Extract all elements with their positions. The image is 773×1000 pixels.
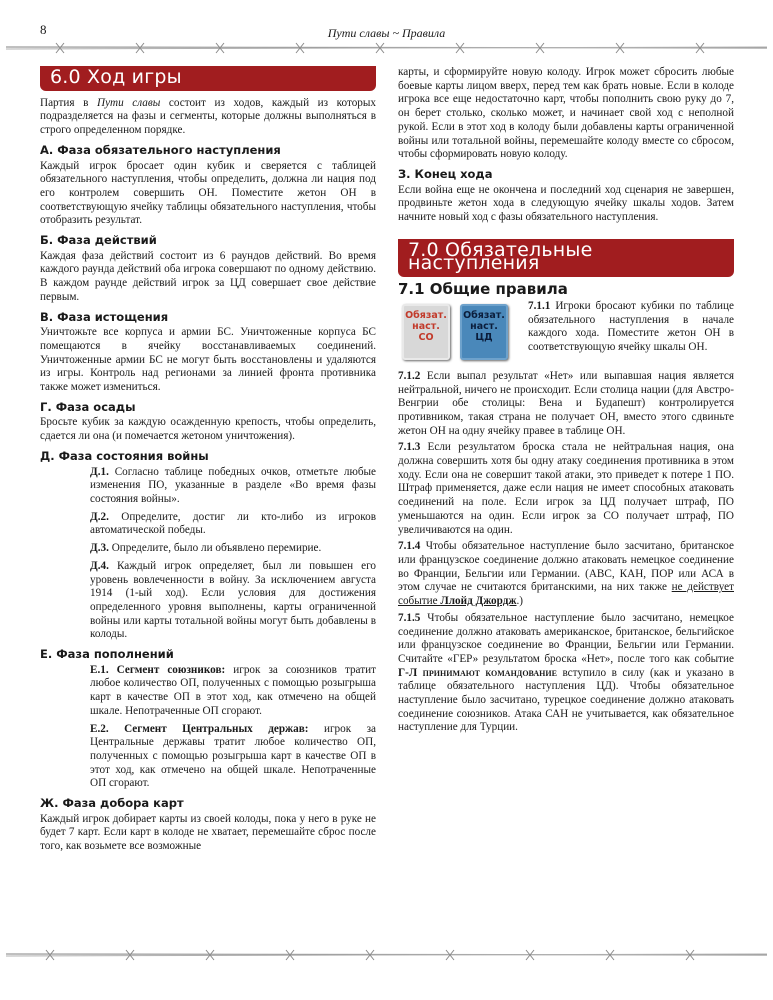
barbed-wire-divider-top <box>6 42 767 54</box>
step-e2: Е.2. Сегмент Центральных держав: игрок за Центральные державы тратит любое количество ОП, полученных с помощью розыгрыша карт в качестве ОП в этот ход, как отмечено на общей шкале. Непотраченные ОП сгорают. <box>90 722 376 790</box>
phase-d-text: Бросьте кубик за каждую осажденную крепость, чтобы определить, сдается ли она (и помечается жетоном уничтожения). <box>40 416 376 443</box>
mandatory-offensive-counters <box>398 300 522 366</box>
right-column <box>398 66 734 738</box>
left-column <box>40 66 376 857</box>
step-e1: Е.1. Сегмент союзников: игрок за союзников тратит любое количество ОП, полученных с помощью розыгрыша карт в качестве ОП в этот ход, как отмечено на общей шкале. Непотраченные ОП сгорают. <box>90 663 376 717</box>
section-7-banner: 7.0 Обязательные наступления <box>398 239 734 277</box>
phase-c-text: Уничтожьте все корпуса и армии БС. Уничтоженные корпуса БС помещаются в ячейку восстанавливаемых соединений. Уничтоженные армии БС не могут быть восстановлены и удаляются из игры. Контроль над регионами за линией фронта противника также может измениться. <box>40 326 376 394</box>
phase-a-text: Каждый игрок бросает один кубик и сверяется с таблицей обязательного наступления, чтобы определить, должна ли нация под его контролем совершить ОН. Поместите жетон ОН в соответствующую ячейку таблицы обязательного наступления, чтобы отобразить результат. <box>40 159 376 227</box>
intro-paragraph: Партия в Пути славы состоит из ходов, каждый из которых подразделяется на фазы и сегменты, которые должны выполняться в строго определенном порядке. <box>40 96 377 137</box>
barbed-wire-divider-bottom <box>6 949 767 961</box>
phase-g-text: Каждый игрок добирает карты из своей колоды, пока у него в руке не будет 7 карт. Если карт в колоде не хватает, перемешайте сброс после того, как возьмете все возможные <box>40 812 376 853</box>
rule-7-1-5: 7.1.5 Чтобы обязательное наступление было засчитано, немецкое соединение должно атаковать американское, британское, бельгийское или французское соединение во Франции, Бельгии или Германии. Считайте «ГЕР» результатом броска «Нет», после того как событие Г-Л принимают командование вступило в силу (как и указано в таблице обязательного наступления ЦД). Чтобы обязательное наступление было засчитано, турецкое соединение должно атаковать соединение союзников. Атака САН не учитывается, как обязательное наступление для Турции. <box>398 611 734 734</box>
phase-e-heading: Д. Фаза состояния войны <box>40 448 209 463</box>
step-d3: Д.3. Определите, было ли объявлено перемирие. <box>90 542 322 555</box>
phase-f-heading: Е. Фаза пополнений <box>40 647 174 662</box>
rule-7-1-3: 7.1.3 Если результатом броска стала не нейтральная нация, она должна совершить хотя бы одну атаку соединения противника в этом ходу. Если она не совершит такой атаки, это приведет к потере 1 ПО. Штраф применяется, даже если нация не имеет способных атаковать соединений на поле. Если игрок за ЦД получает штраф, ПО уменьшаются на один. Если игрок за СО получает штраф, ПО увеличиваются на один. <box>398 441 734 536</box>
section-7-1-heading: 7.1 Общие правила <box>398 280 568 299</box>
phase-c-heading: В. Фаза истощения <box>40 309 169 324</box>
phase-h-text: Если война еще не окончена и последний ход сценария не завершен, продвиньте жетон хода в следующую ячейку шкалы ходов. Затем начните новый ход с фазы обязательного наступления. <box>398 183 734 224</box>
section-6-banner: 6.0 Ход игры <box>40 66 376 91</box>
phase-h-heading: З. Конец хода <box>398 166 493 181</box>
event-name: Г-Л принимают командование <box>398 666 557 679</box>
phase-g-text-continued: карты, и сформируйте новую колоду. Игрок может сбросить любые боевые карты лицом вверх, перед тем как брать новые. Если в колоде игрока все еще недостаточно карт, чтобы пополнить свою руку до 7, он берет столько, сколько может, и начинает свой ход с неполной рукой. Если в этот ход в колоду были добавлены карты ограниченной войны или тотальной войны, перемешайте колоду вместе со сбросом, чтобы сформировать новую колоду. <box>398 66 734 161</box>
rule-7-1-2: 7.1.2 Если выпал результат «Нет» или выпавшая нация является нейтральной, ничего не происходит. Если столица нации (для Австро-Венгрии обе столицы: Вена и Будапешт) контролируется противником, такая страна не получает ОН, вместо этого сдвиньте жетон ОН на одну ячейку правее в таблице ОН. <box>398 369 734 437</box>
step-d4: Д.4. Каждый игрок определяет, был ли повышен его уровень вовлеченности в войну. За исключением августа 1914 (1-ый ход). Если условия для достижения определенного уровня выполнены, карты ограниченной войны или карты тотальной войны могут быть добавлены в колоды. <box>90 559 376 641</box>
step-d2: Д.2. Определите, достиг ли кто-либо из игроков автоматической победы. <box>90 510 376 537</box>
running-title: Пути славы ~ Правила <box>327 26 446 40</box>
allied-mo-counter: Обязат. наст. СО <box>402 304 450 360</box>
phase-g-heading: Ж. Фаза добора карт <box>40 796 184 811</box>
phase-b-text: Каждая фаза действий состоит из 6 раундов действий. Во время каждого раунда действий оба игрока совершают по одному действию. В каждом раунде действий игрок за ЦД совершает свое действие первым. <box>40 249 376 303</box>
event-reference: не действует событие Ллойд Джордж <box>398 581 734 608</box>
rule-7-1-1: 7.1.1 Игроки бросают кубики по таблице обязательного наступления в начале каждого хода. Поместите жетон ОН в соответствующую ячейку шкалы ОН. <box>528 299 734 353</box>
phase-a-heading: А. Фаза обязательного наступления <box>40 142 281 157</box>
phase-d-heading: Г. Фаза осады <box>40 399 136 414</box>
page-number: 8 <box>40 22 47 37</box>
central-powers-mo-counter: Обязат. наст. ЦД <box>460 304 508 360</box>
phase-f-steps <box>90 664 376 791</box>
step-d1: Д.1. Согласно таблице победных очков, отметьте любые изменения ПО, указанные в разделе «Во время фазы состояния войны». <box>90 465 376 505</box>
phase-b-heading: Б. Фаза действий <box>40 233 157 248</box>
phase-e-steps <box>90 466 376 642</box>
rule-7-1-4: 7.1.4 Чтобы обязательное наступление было засчитано, британское или французское соединение должно атаковать немецкое соединение во Франции, Бельгии или Германии. (АВС, КАН, ПОР или АСА в этом случае не считаются британскими, на них также не действует событие Ллойд Джордж.) <box>398 540 734 608</box>
game-title: Пути славы <box>96 96 161 109</box>
